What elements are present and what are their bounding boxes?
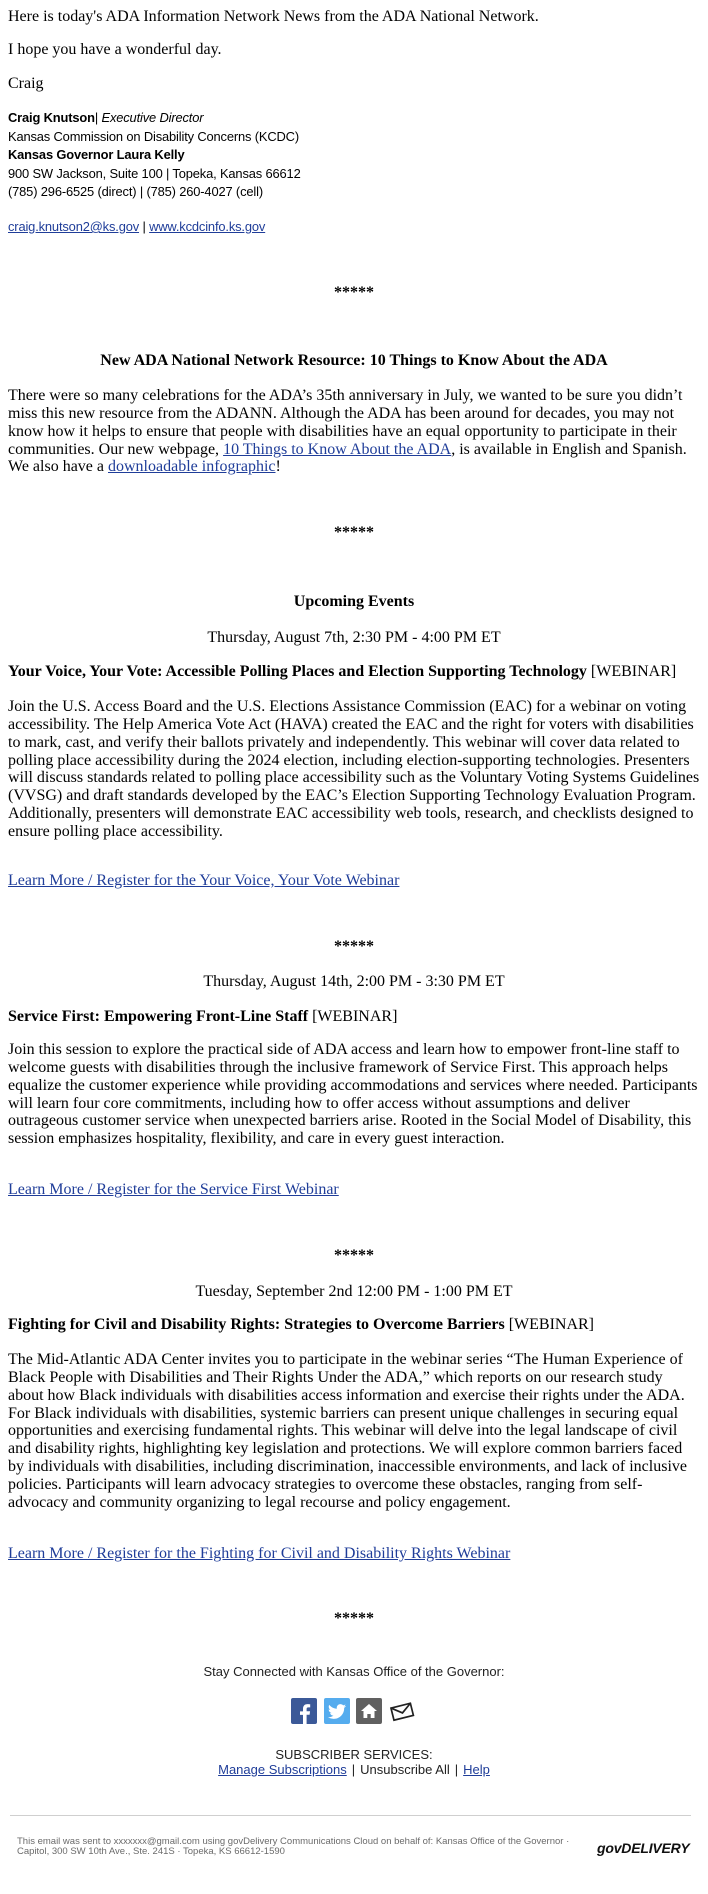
twitter-icon[interactable] <box>324 1698 350 1724</box>
event-tag: [WEBINAR] <box>312 1007 398 1025</box>
signer-phones: (785) 296-6525 (direct) | (785) 260-4027 (cell) <box>8 184 263 200</box>
name-separator: | <box>94 110 99 126</box>
home-glyph <box>356 1698 382 1724</box>
resource-heading: New ADA National Network Resource: 10 Things to Know About the ADA <box>100 352 608 370</box>
subscriber-separator: | <box>351 1762 356 1778</box>
social-icons-row <box>291 1698 417 1724</box>
register-your-voice-link[interactable]: Learn More / Register for the Your Voice, Your Vote Webinar <box>8 872 400 890</box>
home-icon[interactable] <box>356 1698 382 1724</box>
event-title-line <box>8 663 700 681</box>
event-title: Service First: Empowering Front-Line Staff <box>8 1007 309 1025</box>
ten-things-link[interactable]: 10 Things to Know About the ADA <box>223 440 452 458</box>
event-title: Your Voice, Your Vote: Accessible Polling Places and Election Supporting Technology <box>8 663 587 681</box>
wish-text: I hope you have a wonderful day. <box>8 41 222 59</box>
signature-links-line <box>8 218 700 237</box>
delivery-notice-line-1: This email was sent to xxxxxxx@gmail.com using govDelivery Communications Cloud on behalf of: Kansas Office of the Governor · <box>17 1836 570 1847</box>
section-divider: ***** <box>334 938 374 956</box>
signer-title: Executive Director <box>101 110 204 126</box>
help-link[interactable]: Help <box>463 1762 490 1778</box>
register-civil-rights-link[interactable]: Learn More / Register for the Fighting for Civil and Disability Rights Webinar <box>8 1544 511 1562</box>
section-divider: ***** <box>334 1247 374 1265</box>
signer-organization: Kansas Commission on Disability Concerns (KCDC) <box>8 128 299 144</box>
section-divider: ***** <box>334 524 374 542</box>
envelope-shape <box>390 1703 412 1720</box>
facebook-glyph <box>291 1698 317 1724</box>
signature-name-line <box>8 109 700 128</box>
subscriber-services <box>0 1747 708 1778</box>
govdelivery-logo[interactable]: govDELIVERY <box>597 1840 690 1856</box>
subscriber-heading: SUBSCRIBER SERVICES: <box>275 1746 433 1762</box>
link-separator: | <box>142 219 146 234</box>
delivery-notice-line-2: Capitol, 300 SW 10th Ave., Ste. 241S · Topeka, KS 66612-1590 <box>17 1846 285 1858</box>
signer-name: Craig Knutson <box>8 110 95 126</box>
signer-address: 900 SW Jackson, Suite 100 | Topeka, Kansas 66612 <box>8 165 301 181</box>
event-link-line <box>8 872 700 890</box>
subscriber-separator: | <box>454 1762 459 1778</box>
governor-line: Kansas Governor Laura Kelly <box>8 147 185 163</box>
event-link-line <box>8 1545 700 1563</box>
event-description: The Mid-Atlantic ADA Center invites you to participate in the webinar series “The Human Experience of Black People with Disabilities and Their Rights Under the ADA,” which reports on our research study about how Black individuals with disabilities access information and exercise their rights under the ADA. For Black individuals with disabilities, systemic barriers can present unique challenges in securing equal opportunities and exercising fundamental rights. This webinar will delve into the legal landscape of civil and disability rights, highlighting key legislation and protections. We will explore common barriers faced by individuals with disabilities, including discrimination, inaccessible environments, and lack of inclusive policies. Participants will learn advocacy strategies to overcome these obstacles, ranging from self-advocacy and community organizing to legal recourse and policy engagement. <box>8 1351 687 1511</box>
signature-block <box>8 109 700 202</box>
section-divider: ***** <box>334 284 374 302</box>
resource-text-middle: , is available in English and Spanish. We also have a <box>8 440 687 476</box>
section-divider: ***** <box>334 1610 374 1628</box>
resource-text-before: There were so many celebrations for the ADA’s 35th anniversary in July, we wanted to be sure you didn’t miss this new resource from the ADANN. Although the ADA has been around for decades, you may not know how it helps to ensure that people with disabilities have an equal opportunity to participate in their communities. Our new webpage, <box>8 387 683 458</box>
event-date: Thursday, August 14th, 2:00 PM - 3:30 PM ET <box>203 973 505 991</box>
event-title-line <box>8 1316 700 1334</box>
envelope-glyph <box>389 1698 415 1724</box>
event-description: Join the U.S. Access Board and the U.S. Elections Assistance Commission (EAC) for a webinar on voting accessibility. The Help America Vote Act (HAVA) created the EAC and the right for voters with disabilities to mark, cast, and verify their ballots privately and independently. This webinar will cover data related to polling place accessibility during the 2024 election, including election-supporting technologies. Presenters will discuss standards related to polling place accessibility such as the Voluntary Voting Systems Guidelines (VVSG) and draft standards developed by the EAC’s Election Supporting Technology Evaluation Program. Additionally, presenters will demonstrate EAC accessibility web tools, research, and checklists designed to ensure polling place accessibility. <box>8 698 700 840</box>
subscriber-links <box>0 1762 708 1778</box>
infographic-link[interactable]: downloadable infographic <box>108 458 276 476</box>
footer-divider <box>10 1815 691 1816</box>
envelope-icon[interactable] <box>389 1698 415 1724</box>
delivery-notice <box>17 1837 595 1858</box>
greeting-text: Here is today's ADA Information Network News from the ADA National Network. <box>8 7 539 25</box>
event-tag: [WEBINAR] <box>508 1316 594 1334</box>
signature-links <box>8 218 700 237</box>
twitter-glyph <box>324 1698 350 1724</box>
event-title: Fighting for Civil and Disability Rights: Strategies to Overcome Barriers <box>8 1316 505 1334</box>
event-date: Tuesday, September 2nd 12:00 PM - 1:00 PM ET <box>195 1283 513 1301</box>
manage-subscriptions-link[interactable]: Manage Subscriptions <box>218 1762 347 1778</box>
unsubscribe-all-link[interactable]: Unsubscribe All <box>360 1762 450 1778</box>
email-link[interactable]: craig.knutson2@ks.gov <box>8 219 140 234</box>
facebook-icon[interactable] <box>291 1698 317 1724</box>
events-heading: Upcoming Events <box>293 592 415 610</box>
signoff-text: Craig <box>8 74 44 92</box>
resource-text-after: ! <box>275 458 281 476</box>
stay-connected-text: Stay Connected with Kansas Office of the Governor: <box>203 1664 505 1679</box>
resource-paragraph <box>8 387 700 476</box>
event-tag: [WEBINAR] <box>590 663 677 681</box>
event-title-line <box>8 1008 700 1026</box>
register-service-first-link[interactable]: Learn More / Register for the Service First Webinar <box>8 1181 339 1199</box>
event-link-line <box>8 1181 700 1199</box>
event-description: Join this session to explore the practical side of ADA access and learn how to empower front-line staff to welcome guests with disabilities through the inclusive framework of Service First. This approach helps equalize the customer experience while providing accommodations and services where needed. Participants will learn four core commitments, including how to offer access without assumptions and deliver outrageous customer service when unexpected barriers arise. Rooted in the Social Model of Disability, this session emphasizes hospitality, flexibility, and care in every guest interaction. <box>8 1041 698 1148</box>
website-link[interactable]: www.kcdcinfo.ks.gov <box>149 219 266 234</box>
event-date: Thursday, August 7th, 2:30 PM - 4:00 PM ET <box>207 628 501 646</box>
